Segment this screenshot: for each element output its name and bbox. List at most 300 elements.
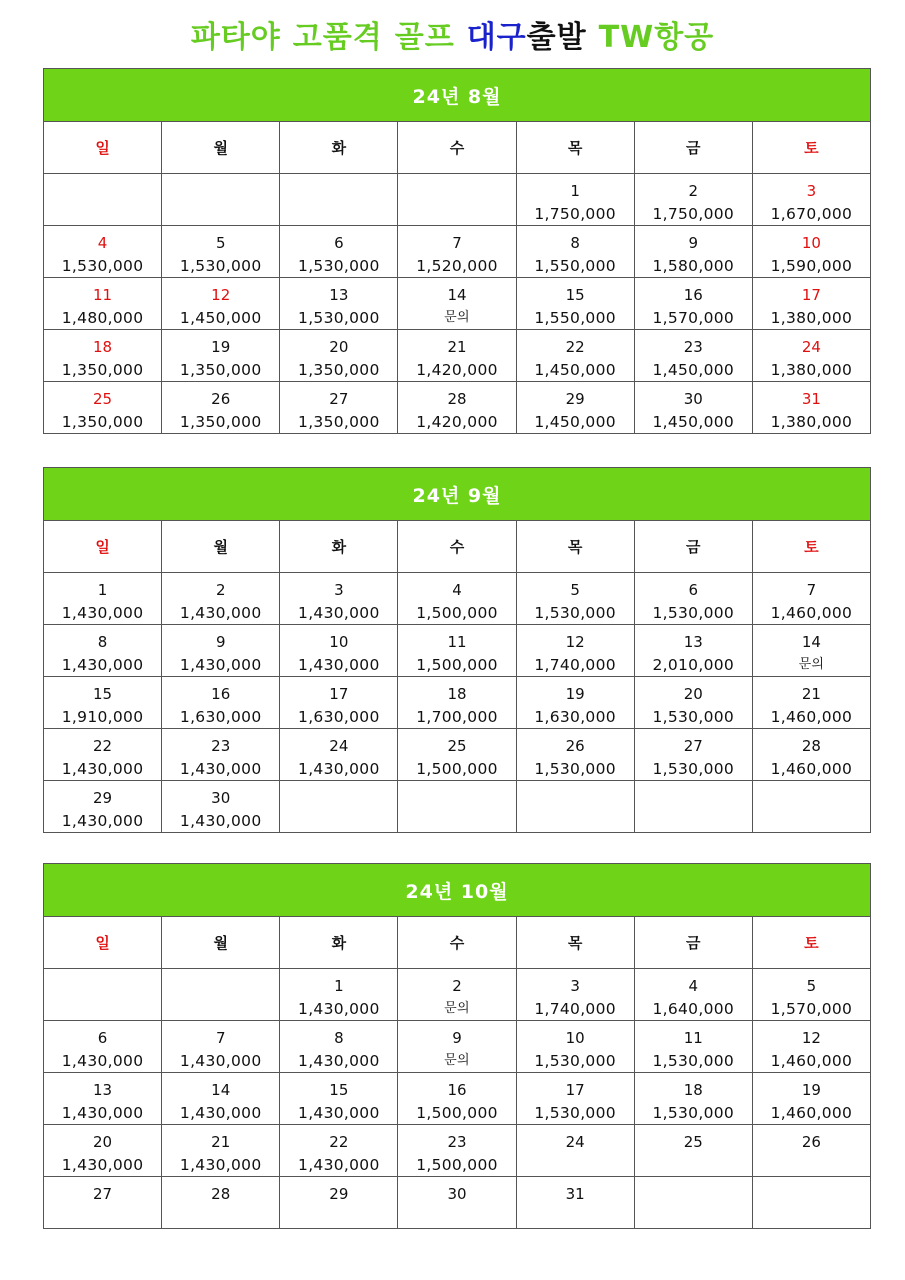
day-cell (162, 677, 280, 729)
day-number: 6 (97, 1029, 108, 1047)
day-number: 30 (447, 1185, 467, 1203)
day-number: 2 (215, 581, 226, 599)
day-cell (752, 729, 870, 781)
day-cell (516, 969, 634, 1021)
day-cell (398, 677, 516, 729)
day-cell (752, 174, 870, 226)
day-price: 1,430,000 (61, 1156, 144, 1174)
day-number: 20 (683, 685, 703, 703)
day-cell (752, 625, 870, 677)
empty-cell (44, 174, 162, 226)
day-cell (634, 573, 752, 625)
day-number: 14 (211, 1081, 231, 1099)
day-cell (162, 382, 280, 434)
day-number: 23 (683, 338, 703, 356)
day-price: 1,590,000 (770, 257, 853, 275)
day-number: 23 (447, 1133, 467, 1151)
empty-cell (280, 781, 398, 833)
week-row (44, 729, 871, 781)
weekday-label: 목 (516, 521, 634, 573)
day-number: 15 (93, 685, 113, 703)
week-row (44, 278, 871, 330)
day-price: 1,430,000 (179, 812, 262, 830)
day-cell (398, 330, 516, 382)
day-number: 2 (452, 977, 462, 995)
day-cell (44, 278, 162, 330)
day-number: 24 (565, 1133, 585, 1151)
day-price: 1,530,000 (652, 604, 735, 622)
week-row (44, 226, 871, 278)
day-cell (398, 1125, 516, 1177)
weekday-label: 화 (280, 122, 398, 174)
day-number: 10 (801, 234, 821, 252)
weekday-label: 금 (634, 917, 752, 969)
day-cell (398, 1021, 516, 1073)
day-price: 1,910,000 (61, 708, 144, 726)
day-cell (398, 1177, 516, 1229)
weekday-label: 수 (398, 122, 516, 174)
day-cell (516, 573, 634, 625)
day-cell (752, 969, 870, 1021)
day-price (44, 1207, 161, 1227)
day-number: 23 (211, 737, 231, 755)
day-cell (516, 174, 634, 226)
day-number: 19 (565, 685, 585, 703)
empty-cell (634, 781, 752, 833)
day-number: 5 (806, 977, 817, 995)
day-cell (516, 1125, 634, 1177)
day-cell (516, 729, 634, 781)
day-cell (398, 625, 516, 677)
day-number: 28 (211, 1185, 231, 1203)
day-price: 1,500,000 (416, 1156, 498, 1174)
day-cell (634, 330, 752, 382)
weekday-label: 일 (44, 521, 162, 573)
week-row (44, 382, 871, 434)
title-word: 출발 (526, 20, 587, 55)
day-cell (280, 677, 398, 729)
day-cell (752, 226, 870, 278)
day-price: 문의 (444, 1001, 470, 1016)
day-number: 29 (329, 1185, 349, 1203)
day-price: 1,630,000 (179, 708, 262, 726)
day-number: 18 (447, 685, 467, 703)
day-price: 2,010,000 (652, 656, 735, 674)
empty-cell (398, 781, 516, 833)
day-number: 29 (565, 390, 585, 408)
day-number: 30 (683, 390, 703, 408)
day-price (753, 1155, 870, 1175)
day-number: 25 (93, 390, 113, 408)
day-price: 1,430,000 (179, 1052, 262, 1070)
day-cell (162, 729, 280, 781)
day-cell (280, 1125, 398, 1177)
day-cell (752, 278, 870, 330)
weekday-label: 수 (398, 521, 516, 573)
day-price: 1,430,000 (61, 1104, 144, 1122)
day-cell (44, 677, 162, 729)
day-number: 25 (683, 1133, 703, 1151)
weekday-label: 일 (44, 917, 162, 969)
day-price: 1,530,000 (652, 708, 735, 726)
day-price: 1,460,000 (770, 760, 853, 778)
empty-cell (752, 1177, 870, 1229)
month-header: 24년 8월 (44, 69, 871, 122)
day-cell (44, 573, 162, 625)
day-number: 27 (93, 1185, 113, 1203)
calendar-august (43, 68, 871, 434)
day-cell (162, 781, 280, 833)
day-cell (398, 573, 516, 625)
day-number: 9 (688, 234, 699, 252)
day-number: 20 (329, 338, 349, 356)
day-price: 1,430,000 (179, 1156, 262, 1174)
day-number: 9 (452, 1029, 462, 1047)
day-price: 1,570,000 (652, 309, 735, 327)
day-number: 4 (688, 977, 699, 995)
day-number: 15 (329, 1081, 349, 1099)
weekday-label: 월 (162, 521, 280, 573)
day-number: 18 (93, 338, 113, 356)
day-number: 5 (215, 234, 226, 252)
day-price: 1,750,000 (534, 205, 616, 223)
day-price: 1,460,000 (770, 1052, 853, 1070)
day-cell (516, 677, 634, 729)
day-cell (516, 625, 634, 677)
day-price: 1,450,000 (652, 413, 735, 431)
title-word: TW항공 (598, 20, 715, 55)
day-cell (162, 625, 280, 677)
day-price: 1,530,000 (652, 1104, 735, 1122)
day-cell (280, 969, 398, 1021)
day-cell (398, 729, 516, 781)
day-cell (634, 729, 752, 781)
day-price: 1,430,000 (179, 656, 262, 674)
day-cell (634, 969, 752, 1021)
empty-cell (634, 1177, 752, 1229)
day-number: 16 (447, 1081, 467, 1099)
week-row (44, 1125, 871, 1177)
week-row (44, 573, 871, 625)
day-number: 17 (801, 286, 821, 304)
day-price: 1,420,000 (416, 413, 498, 431)
day-cell (634, 1073, 752, 1125)
day-price: 1,430,000 (61, 604, 144, 622)
day-number: 22 (565, 338, 585, 356)
day-cell (44, 625, 162, 677)
day-price: 문의 (444, 1053, 470, 1068)
week-row (44, 625, 871, 677)
day-number: 7 (806, 581, 817, 599)
empty-cell (398, 174, 516, 226)
day-cell (280, 625, 398, 677)
day-price: 1,500,000 (416, 604, 498, 622)
day-price: 1,460,000 (770, 1104, 853, 1122)
empty-cell (280, 174, 398, 226)
title-word: 파타야 (190, 20, 281, 55)
day-price (517, 1155, 634, 1175)
week-row (44, 1177, 871, 1229)
day-number: 1 (334, 977, 344, 995)
day-cell (752, 573, 870, 625)
day-cell (634, 226, 752, 278)
day-price: 문의 (798, 657, 825, 672)
day-cell (44, 1021, 162, 1073)
day-price: 1,420,000 (416, 361, 498, 379)
day-number: 26 (565, 737, 585, 755)
month-header: 24년 9월 (44, 468, 871, 521)
day-number: 10 (329, 633, 349, 651)
day-price: 1,530,000 (534, 1104, 616, 1122)
day-number: 6 (334, 234, 344, 252)
day-cell (162, 1073, 280, 1125)
day-number: 1 (570, 182, 580, 200)
day-cell (44, 382, 162, 434)
day-price: 1,450,000 (534, 413, 616, 431)
day-number: 5 (570, 581, 580, 599)
day-price (517, 1207, 634, 1227)
day-price: 1,630,000 (534, 708, 616, 726)
day-cell (162, 1125, 280, 1177)
day-number: 27 (683, 737, 703, 755)
weekday-label: 토 (752, 521, 870, 573)
day-price: 1,530,000 (534, 604, 616, 622)
day-price: 1,460,000 (770, 604, 853, 622)
empty-cell (516, 781, 634, 833)
day-cell (752, 1021, 870, 1073)
day-cell (280, 1073, 398, 1125)
empty-cell (162, 969, 280, 1021)
day-cell (516, 1073, 634, 1125)
day-price: 1,520,000 (416, 257, 498, 275)
weekday-label: 토 (752, 917, 870, 969)
day-number: 14 (801, 633, 821, 651)
day-price: 1,530,000 (298, 257, 380, 275)
day-price: 1,550,000 (534, 309, 616, 327)
day-cell (634, 1125, 752, 1177)
weekday-label: 금 (634, 122, 752, 174)
day-cell (516, 382, 634, 434)
day-cell (280, 1177, 398, 1229)
day-price: 1,480,000 (61, 309, 144, 327)
weekday-label: 토 (752, 122, 870, 174)
weekday-label: 목 (516, 917, 634, 969)
title-word: 골프 (394, 20, 455, 55)
empty-cell (162, 174, 280, 226)
day-cell (162, 1021, 280, 1073)
day-number: 22 (329, 1133, 349, 1151)
day-number: 8 (97, 633, 108, 651)
day-price: 1,430,000 (298, 1156, 380, 1174)
weekday-label: 월 (162, 917, 280, 969)
day-price (398, 1207, 515, 1227)
day-number: 31 (565, 1185, 585, 1203)
day-cell (634, 677, 752, 729)
day-number: 31 (801, 390, 821, 408)
day-number: 28 (801, 737, 821, 755)
day-cell (516, 330, 634, 382)
day-number: 22 (93, 737, 113, 755)
day-price: 1,640,000 (652, 1000, 735, 1018)
day-number: 24 (329, 737, 349, 755)
day-price (635, 1155, 752, 1175)
day-price: 1,430,000 (61, 760, 144, 778)
day-cell (398, 1073, 516, 1125)
day-cell (634, 382, 752, 434)
day-price: 1,670,000 (770, 205, 853, 223)
day-cell (752, 677, 870, 729)
day-cell (44, 781, 162, 833)
week-row (44, 677, 871, 729)
day-price: 1,430,000 (179, 1104, 262, 1122)
day-cell (752, 330, 870, 382)
day-price (162, 1207, 279, 1227)
day-price (280, 1207, 397, 1227)
day-cell (162, 226, 280, 278)
day-cell (280, 226, 398, 278)
day-price: 1,530,000 (61, 257, 144, 275)
day-number: 26 (211, 390, 231, 408)
day-cell (398, 969, 516, 1021)
day-price: 1,580,000 (652, 257, 735, 275)
day-number: 20 (93, 1133, 113, 1151)
day-number: 30 (211, 789, 231, 807)
day-number: 7 (215, 1029, 226, 1047)
day-number: 16 (211, 685, 231, 703)
weekday-label: 화 (280, 521, 398, 573)
day-number: 8 (570, 234, 580, 252)
week-row (44, 330, 871, 382)
day-price: 1,530,000 (652, 1052, 735, 1070)
day-cell (398, 278, 516, 330)
day-number: 17 (329, 685, 349, 703)
day-cell (44, 1073, 162, 1125)
day-cell (752, 1073, 870, 1125)
day-number: 6 (688, 581, 699, 599)
day-cell (280, 382, 398, 434)
day-number: 16 (683, 286, 703, 304)
day-price: 1,500,000 (416, 760, 498, 778)
empty-cell (44, 969, 162, 1021)
day-number: 29 (93, 789, 113, 807)
day-number: 12 (801, 1029, 821, 1047)
day-price: 1,350,000 (298, 361, 380, 379)
day-number: 3 (806, 182, 817, 200)
day-cell (280, 729, 398, 781)
day-cell (44, 1177, 162, 1229)
weekday-label: 월 (162, 122, 280, 174)
calendar-september (43, 467, 871, 833)
day-cell (44, 226, 162, 278)
weekday-label: 화 (280, 917, 398, 969)
day-price: 1,450,000 (534, 361, 616, 379)
day-number: 3 (334, 581, 344, 599)
day-cell (516, 1021, 634, 1073)
day-number: 1 (97, 581, 108, 599)
day-price: 1,430,000 (179, 760, 262, 778)
empty-cell (752, 781, 870, 833)
day-number: 11 (93, 286, 113, 304)
weekday-label: 금 (634, 521, 752, 573)
day-cell (280, 1021, 398, 1073)
day-number: 4 (97, 234, 108, 252)
day-price: 1,430,000 (179, 604, 262, 622)
day-price: 1,380,000 (770, 309, 853, 327)
day-cell (634, 174, 752, 226)
day-price: 1,350,000 (61, 413, 144, 431)
day-cell (44, 330, 162, 382)
day-price: 1,430,000 (298, 1000, 380, 1018)
day-cell (280, 278, 398, 330)
day-number: 19 (801, 1081, 821, 1099)
day-cell (634, 625, 752, 677)
weekday-label: 일 (44, 122, 162, 174)
day-price: 1,700,000 (416, 708, 498, 726)
day-price: 1,350,000 (179, 413, 262, 431)
day-number: 24 (801, 338, 821, 356)
day-price: 1,380,000 (770, 413, 853, 431)
day-number: 14 (447, 286, 467, 304)
day-number: 19 (211, 338, 231, 356)
day-number: 15 (565, 286, 585, 304)
day-price: 1,630,000 (298, 708, 380, 726)
day-cell (162, 278, 280, 330)
day-number: 13 (329, 286, 349, 304)
day-number: 21 (801, 685, 821, 703)
day-number: 21 (211, 1133, 231, 1151)
day-cell (44, 1125, 162, 1177)
day-price: 1,450,000 (179, 309, 262, 327)
day-price: 1,430,000 (298, 760, 380, 778)
page-title (0, 18, 905, 58)
day-price: 1,350,000 (298, 413, 380, 431)
calendar-october (43, 863, 871, 1229)
day-price: 1,430,000 (61, 656, 144, 674)
day-number: 11 (683, 1029, 703, 1047)
month-header: 24년 10월 (44, 864, 871, 917)
day-price: 1,350,000 (61, 361, 144, 379)
day-number: 12 (565, 633, 585, 651)
day-number: 13 (93, 1081, 113, 1099)
day-cell (280, 573, 398, 625)
day-price: 1,530,000 (298, 309, 380, 327)
day-number: 11 (447, 633, 467, 651)
day-price: 1,530,000 (534, 760, 616, 778)
day-price: 1,570,000 (770, 1000, 853, 1018)
day-price: 문의 (444, 310, 470, 325)
day-price: 1,530,000 (652, 760, 735, 778)
day-price: 1,430,000 (298, 1052, 380, 1070)
day-cell (162, 330, 280, 382)
day-price: 1,430,000 (61, 1052, 144, 1070)
day-price: 1,740,000 (534, 656, 616, 674)
day-number: 26 (801, 1133, 821, 1151)
day-price: 1,550,000 (534, 257, 616, 275)
day-price: 1,740,000 (534, 1000, 616, 1018)
weekday-label: 수 (398, 917, 516, 969)
day-cell (398, 382, 516, 434)
title-word: 고품격 (292, 20, 383, 55)
weekday-label: 목 (516, 122, 634, 174)
day-cell (516, 1177, 634, 1229)
week-row (44, 1073, 871, 1125)
day-number: 18 (683, 1081, 703, 1099)
day-cell (162, 1177, 280, 1229)
day-price: 1,500,000 (416, 1104, 498, 1122)
day-price: 1,530,000 (179, 257, 262, 275)
day-price: 1,530,000 (534, 1052, 616, 1070)
day-number: 8 (334, 1029, 344, 1047)
